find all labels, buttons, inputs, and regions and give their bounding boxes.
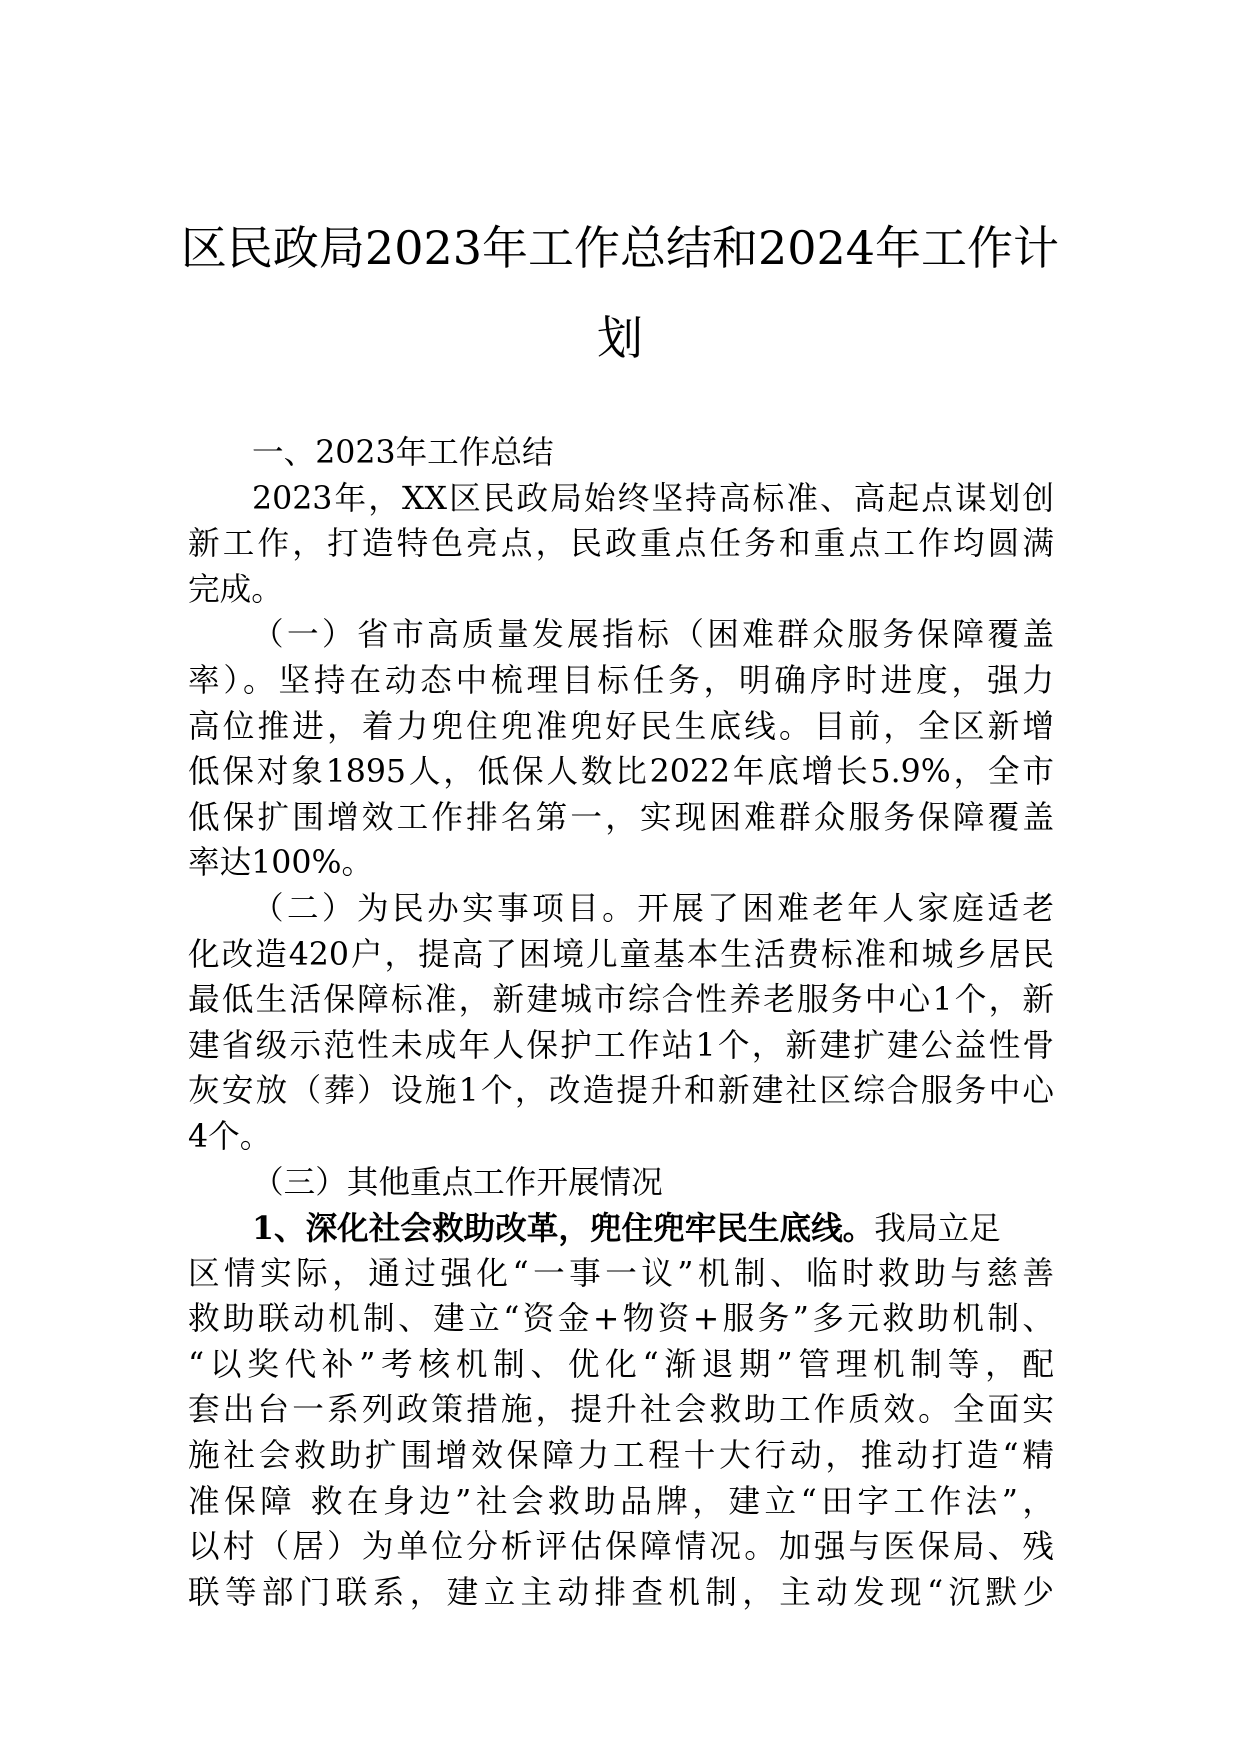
- paragraph-line: 率达100%。: [188, 845, 374, 882]
- paragraph-line: 4个。: [188, 1118, 272, 1155]
- paragraph-line: 最低生活保障标准，新建城市综合性养老服务中心1个，新: [188, 982, 1054, 1019]
- paragraph-line: 准保障 救在身边”社会救助品牌，建立“田字工作法”，: [188, 1483, 1054, 1520]
- document-title: 区民政局2023年工作总结和2024年工作计: [180, 221, 1060, 275]
- paragraph-line: 高位推进，着力兜住兜准兜好民生底线。目前，全区新增: [188, 708, 1054, 745]
- paragraph-line: 套出台一系列政策措施，提升社会救助工作质效。全面实: [188, 1392, 1054, 1429]
- paragraph-line: 以村（居）为单位分析评估保障情况。加强与医保局、残: [188, 1529, 1054, 1566]
- paragraph-line: 2023年，XX区民政局始终坚持高标准、高起点谋划创: [252, 480, 1054, 517]
- paragraph-line: 区情实际，通过强化“一事一议”机制、临时救助与慈善: [188, 1255, 1054, 1292]
- paragraph-line: 建省级示范性未成年人保护工作站1个，新建扩建公益性骨: [188, 1027, 1054, 1064]
- paragraph-line: 低保扩围增效工作排名第一，实现困难群众服务保障覆盖: [188, 799, 1054, 836]
- paragraph-line: （二）为民办实事项目。开展了困难老年人家庭适老: [252, 890, 1054, 927]
- paragraph-line: 联等部门联系，建立主动排查机制，主动发现“沉默少: [188, 1574, 1054, 1611]
- bold-lead-heading: 1、深化社会救助改革，兜住兜牢民生底线。: [252, 1210, 875, 1248]
- paragraph-line: 新工作，打造特色亮点，民政重点任务和重点工作均圆满: [188, 526, 1054, 563]
- paragraph-line: 率）。坚持在动态中梳理目标任务，明确序时进度，强力: [188, 662, 1054, 699]
- paragraph-line: 施社会救助扩围增效保障力工程十大行动，推动打造“精: [188, 1438, 1054, 1475]
- paragraph-line: 完成。: [188, 571, 283, 608]
- paragraph-line: 灰安放（葬）设施1个，改造提升和新建社区综合服务中心: [188, 1073, 1054, 1110]
- paragraph-line: （一）省市高质量发展指标（困难群众服务保障覆盖: [252, 617, 1054, 654]
- paragraph-line: 救助联动机制、建立“资金+物资+服务”多元救助机制、: [188, 1301, 1054, 1338]
- document-body: [188, 431, 1054, 1616]
- section-heading: 一、2023年工作总结: [252, 435, 554, 471]
- paragraph-line: “以奖代补”考核机制、优化“渐退期”管理机制等，配: [188, 1346, 1054, 1383]
- paragraph-line: 化改造420户，提高了困境儿童基本生活费标准和城乡居民: [188, 936, 1054, 973]
- paragraph-text: 我局立足: [874, 1211, 1001, 1248]
- paragraph-line: 低保对象1895人，低保人数比2022年底增长5.9%，全市: [188, 754, 1054, 791]
- paragraph-line: [188, 1206, 1054, 1252]
- document-title-continued: 划: [597, 311, 643, 365]
- subsection-heading: （三）其他重点工作开展情况: [252, 1164, 663, 1201]
